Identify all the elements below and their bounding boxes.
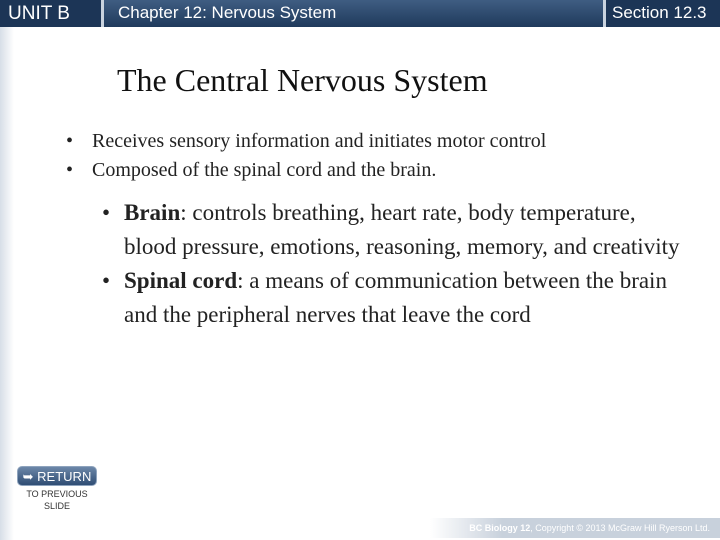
left-accent: [0, 27, 14, 540]
section-label: Section 12.3: [603, 0, 720, 27]
term-spinal-cord: Spinal cord: [124, 268, 238, 293]
list-item: [102, 196, 692, 264]
bullet-icon: •: [66, 159, 74, 181]
footer-book: BC Biology 12: [469, 523, 531, 533]
chapter-title: Chapter 12: Nervous System: [118, 3, 337, 22]
bullet-icon: •: [102, 268, 111, 293]
bullet-text: Receives sensory information and initiates motor control: [92, 130, 547, 152]
bullet-icon: •: [102, 200, 111, 225]
term-brain: Brain: [124, 200, 181, 225]
sub-bullet-list: [102, 196, 692, 332]
unit-label: UNIT B: [0, 0, 104, 27]
term-description: : controls breathing, heart rate, body temperature, blood pressure, emotions, reasoning, memory, and creativity: [124, 200, 680, 259]
list-item: [66, 127, 706, 156]
return-button[interactable]: [17, 466, 97, 486]
return-note: [17, 488, 97, 512]
footer-copyright-text: , Copyright © 2013 McGraw Hill Ryerson Ltd.: [530, 523, 710, 533]
term-description: : a means of communication between the brain and the peripheral nerves that leave the cord: [124, 268, 667, 327]
slide-title: The Central Nervous System: [117, 62, 488, 98]
bullet-text: Composed of the spinal cord and the brain.: [92, 159, 437, 181]
return-arrow-icon: ➥: [22, 469, 34, 484]
return-label: RETURN: [37, 469, 92, 484]
list-item: [102, 264, 692, 332]
return-note-line: SLIDE: [43, 501, 70, 511]
footer-copyright: [469, 520, 710, 536]
list-item: [66, 156, 706, 185]
return-note-line: TO PREVIOUS: [26, 489, 88, 499]
main-bullet-list: [66, 127, 706, 185]
bullet-icon: •: [66, 130, 74, 152]
